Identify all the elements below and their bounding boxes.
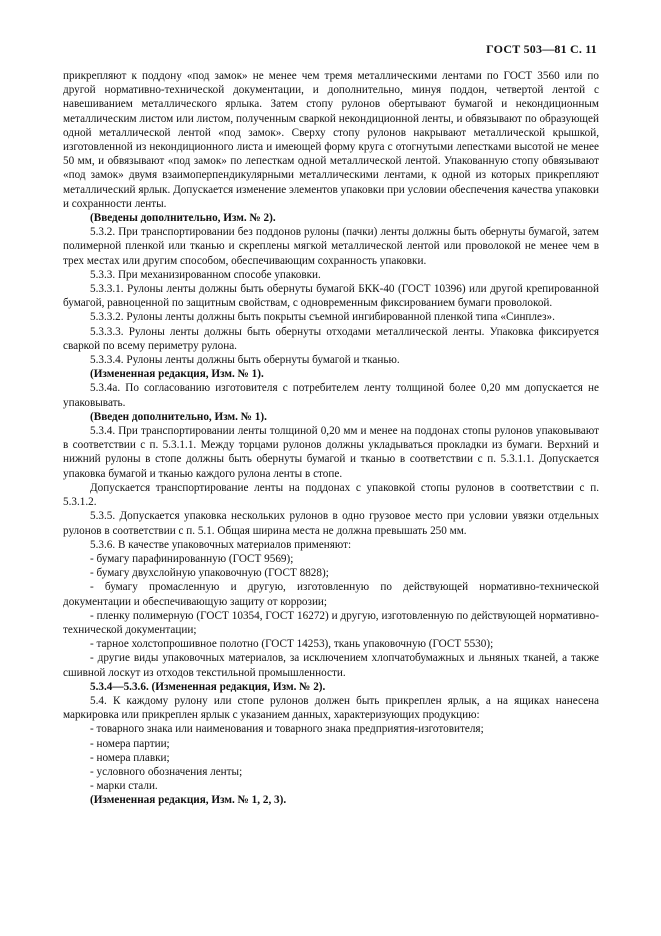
- list-item: - бумагу парафинированную (ГОСТ 9569);: [90, 552, 294, 565]
- list-item: - номера партии;: [90, 737, 170, 750]
- page-header: ГОСТ 503—81 С. 11: [486, 42, 597, 56]
- amendment-note: (Измененная редакция, Изм. № 1).: [90, 368, 264, 381]
- list-item: - тарное холстопрошивное полотно (ГОСТ 14253), ткань упаковочную (ГОСТ 5530);: [90, 638, 494, 651]
- amendment-note: (Измененная редакция, Изм. № 1, 2, 3).: [90, 794, 287, 807]
- list-item: - бумагу промасленную и другую, изготовленную по действующей нормативно-технической документации и обеспечивающую защиту от коррозии;: [63, 581, 599, 608]
- paragraph: 5.3.4. При транспортировании ленты толщиной 0,20 мм и менее на поддонах стопы рулонов упаковывают в соответствии с п. 5.3.1.1. Между торцами рулонов должны укладываться прокладки из бумаги. Верхний и нижний рулоны в стопе должны быть обернуты бумагой и тканью в соответствии с п. 5.3.1.1. Допускается упаковка бумагой и тканью каждого рулона ленты в стопе.: [63, 425, 599, 480]
- paragraph: 5.3.3. При механизированном способе упаковки.: [90, 268, 321, 281]
- paragraph: 5.3.6. В качестве упаковочных материалов применяют:: [90, 538, 352, 551]
- amendment-note: 5.3.4—5.3.6. (Измененная редакция, Изм. № 2).: [90, 680, 326, 693]
- paragraph: 5.3.5. Допускается упаковка нескольких рулонов в одно грузовое место при условии увязки отдельных рулонов в соответствии с п. 5.1. Общая ширина места не должна превышать 250 мм.: [63, 510, 599, 537]
- paragraph: прикрепляют к поддону «под замок» не менее чем тремя металлическими лентами по ГОСТ 3560 или по другой нормативно-технической документации, и дополнительно, минуя поддон, четвертой лентой с навешиванием металлического ярлыка. Затем стопу рулонов обертывают бумагой и некондиционным металлическим листом или листом, полученным сваркой некондиционной ленты, и обвязывают по образующей одной металлической лентой «под замок». Сверху стопу рулонов накрывают металлической крышкой, изготовленной из некондиционного листа и имеющей форму круга с отогнутыми лепестками высотой не менее 50 мм, и обвязывают «под замок» по лепесткам одной металлической лентой. Упакованную стопу обвязывают «под замок» двумя взаимоперпендикулярными металлическими лентами, к одной из которых прикрепляют металлический ярлык. Допускается изменение элементов упаковки при условии обеспечения качества упаковки и сохранности ленты.: [63, 70, 599, 210]
- list-item: - марки стали.: [90, 780, 158, 793]
- list-item: - другие виды упаковочных материалов, за исключением хлопчатобумажных и льняных тканей, а также сшивной лоскут из отходов текстильной промышленности.: [63, 652, 599, 679]
- list-item: - пленку полимерную (ГОСТ 10354, ГОСТ 16272) и другую, изготовленную по действующей нормативно-технической документации;: [63, 609, 599, 636]
- list-item: - условного обозначения ленты;: [90, 765, 243, 778]
- list-item: - товарного знака или наименования и товарного знака предприятия-изготовителя;: [90, 723, 484, 736]
- paragraph: 5.3.3.2. Рулоны ленты должны быть покрыты съемной ингибированной пленкой типа «Синплез».: [90, 311, 555, 324]
- amendment-note: (Введены дополнительно, Изм. № 2).: [90, 212, 276, 225]
- paragraph: 5.4. К каждому рулону или стопе рулонов должен быть прикреплен ярлык, а на ящиках нанесена маркировка или прикреплен ярлык с указанием данных, характеризующих продукцию:: [63, 694, 599, 722]
- list-item: - номера плавки;: [90, 751, 170, 764]
- paragraph: Допускается транспортирование ленты на поддонах с упаковкой стопы рулонов в соответствии с п. 5.3.1.2.: [63, 481, 599, 509]
- paragraph: 5.3.2. При транспортировании без поддонов рулоны (пачки) ленты должны быть обернуты бумагой, затем полимерной пленкой или тканью и скреплены мягкой металлической лентой или проволокой не менее чем в трех местах или другим способом, обеспечивающим сохранность упаковки.: [63, 226, 599, 267]
- list-item: - бумагу двухслойную упаковочную (ГОСТ 8828);: [90, 567, 329, 580]
- paragraph: 5.3.3.4. Рулоны ленты должны быть обернуты бумагой и тканью.: [90, 354, 400, 367]
- paragraph: 5.3.3.3. Рулоны ленты должны быть обернуты отходами металлической ленты. Упаковка фиксируется сваркой по всему периметру рулона.: [63, 325, 599, 352]
- paragraph: 5.3.3.1. Рулоны ленты должны быть обернуты бумагой БКК-40 (ГОСТ 10396) или другой крепированной бумагой, равноценной по защитным свойствам, с одновременным фиксированием бумаги проволокой.: [63, 283, 599, 310]
- paragraph: 5.3.4а. По согласованию изготовителя с потребителем ленту толщиной более 0,20 мм допускается не упаковывать.: [63, 382, 599, 409]
- amendment-note: (Введен дополнительно, Изм. № 1).: [90, 410, 267, 423]
- document-body: [63, 69, 599, 808]
